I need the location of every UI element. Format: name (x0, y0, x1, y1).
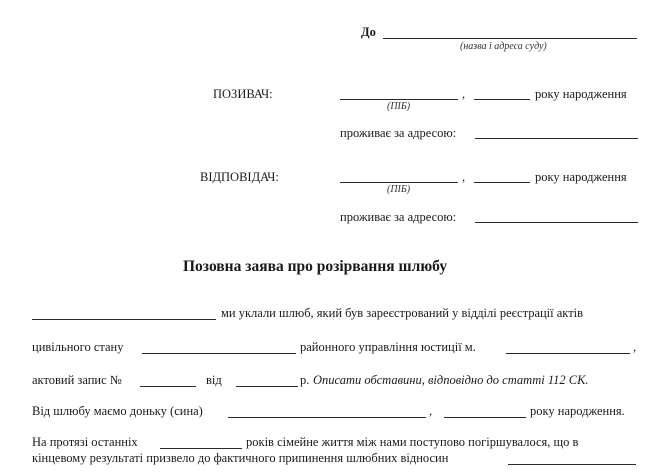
years-field[interactable] (160, 448, 242, 449)
body-line4-a: Від шлюбу маємо доньку (сина) (32, 404, 203, 418)
defendant-name-hint: (ПІБ) (387, 184, 411, 195)
to-label: До (361, 25, 376, 39)
document-title: Позовна заява про розірвання шлюбу (183, 258, 448, 275)
plaintiff-comma: , (462, 87, 466, 101)
city-field[interactable] (506, 353, 630, 354)
defendant-name-field[interactable] (340, 182, 458, 183)
defendant-birth-field[interactable] (474, 182, 530, 183)
body-line4-comma: , (429, 404, 433, 418)
defendant-address-field[interactable] (475, 222, 638, 223)
child-birth-field[interactable] (444, 417, 526, 418)
defendant-comma: , (462, 170, 466, 184)
body-line2-b: районного управління юстиції м. (300, 340, 476, 354)
body-line6-a: кінцевому результаті призвело до фактичного припинення шлюбних відносин (32, 451, 449, 465)
body-line2-a: цивільного стану (32, 340, 124, 354)
plaintiff-name-hint: (ПІБ) (387, 101, 411, 112)
plaintiff-birth-label: року народження (535, 87, 627, 101)
record-date-field[interactable] (236, 386, 298, 387)
body-line3-italic: Описати обставини, відповідно до статті 112 СК. (313, 373, 589, 387)
plaintiff-label: ПОЗИВАЧ: (213, 87, 273, 101)
marriage-date-field[interactable] (32, 319, 216, 320)
plaintiff-address-label: проживає за адресою: (340, 126, 457, 140)
body-line1-text: ми уклали шлюб, який був зареєстрований у відділі реєстрації актів (221, 306, 584, 320)
body-line5-b: років сімейне життя між нами поступово погіршувалося, що в (246, 435, 579, 449)
body-line4-b: року народження. (530, 404, 625, 418)
relations-end-field[interactable] (508, 464, 636, 465)
civil-registry-field[interactable] (142, 353, 296, 354)
record-number-field[interactable] (140, 386, 196, 387)
body-line2-comma: , (633, 340, 637, 354)
plaintiff-name-field[interactable] (340, 99, 458, 100)
body-line3-b: від (206, 373, 222, 387)
plaintiff-address-field[interactable] (475, 138, 638, 139)
court-hint: (назва і адреса суду) (460, 41, 547, 52)
body-line3-a: актовий запис № (32, 373, 122, 387)
defendant-birth-label: року народження (535, 170, 627, 184)
body-line3-c: р. (300, 373, 310, 387)
body-line5-a: На протязі останніх (32, 435, 138, 449)
defendant-label: ВІДПОВІДАЧ: (200, 170, 279, 184)
plaintiff-birth-field[interactable] (474, 99, 530, 100)
child-name-field[interactable] (228, 417, 426, 418)
defendant-address-label: проживає за адресою: (340, 210, 457, 224)
court-name-field[interactable] (383, 38, 637, 39)
